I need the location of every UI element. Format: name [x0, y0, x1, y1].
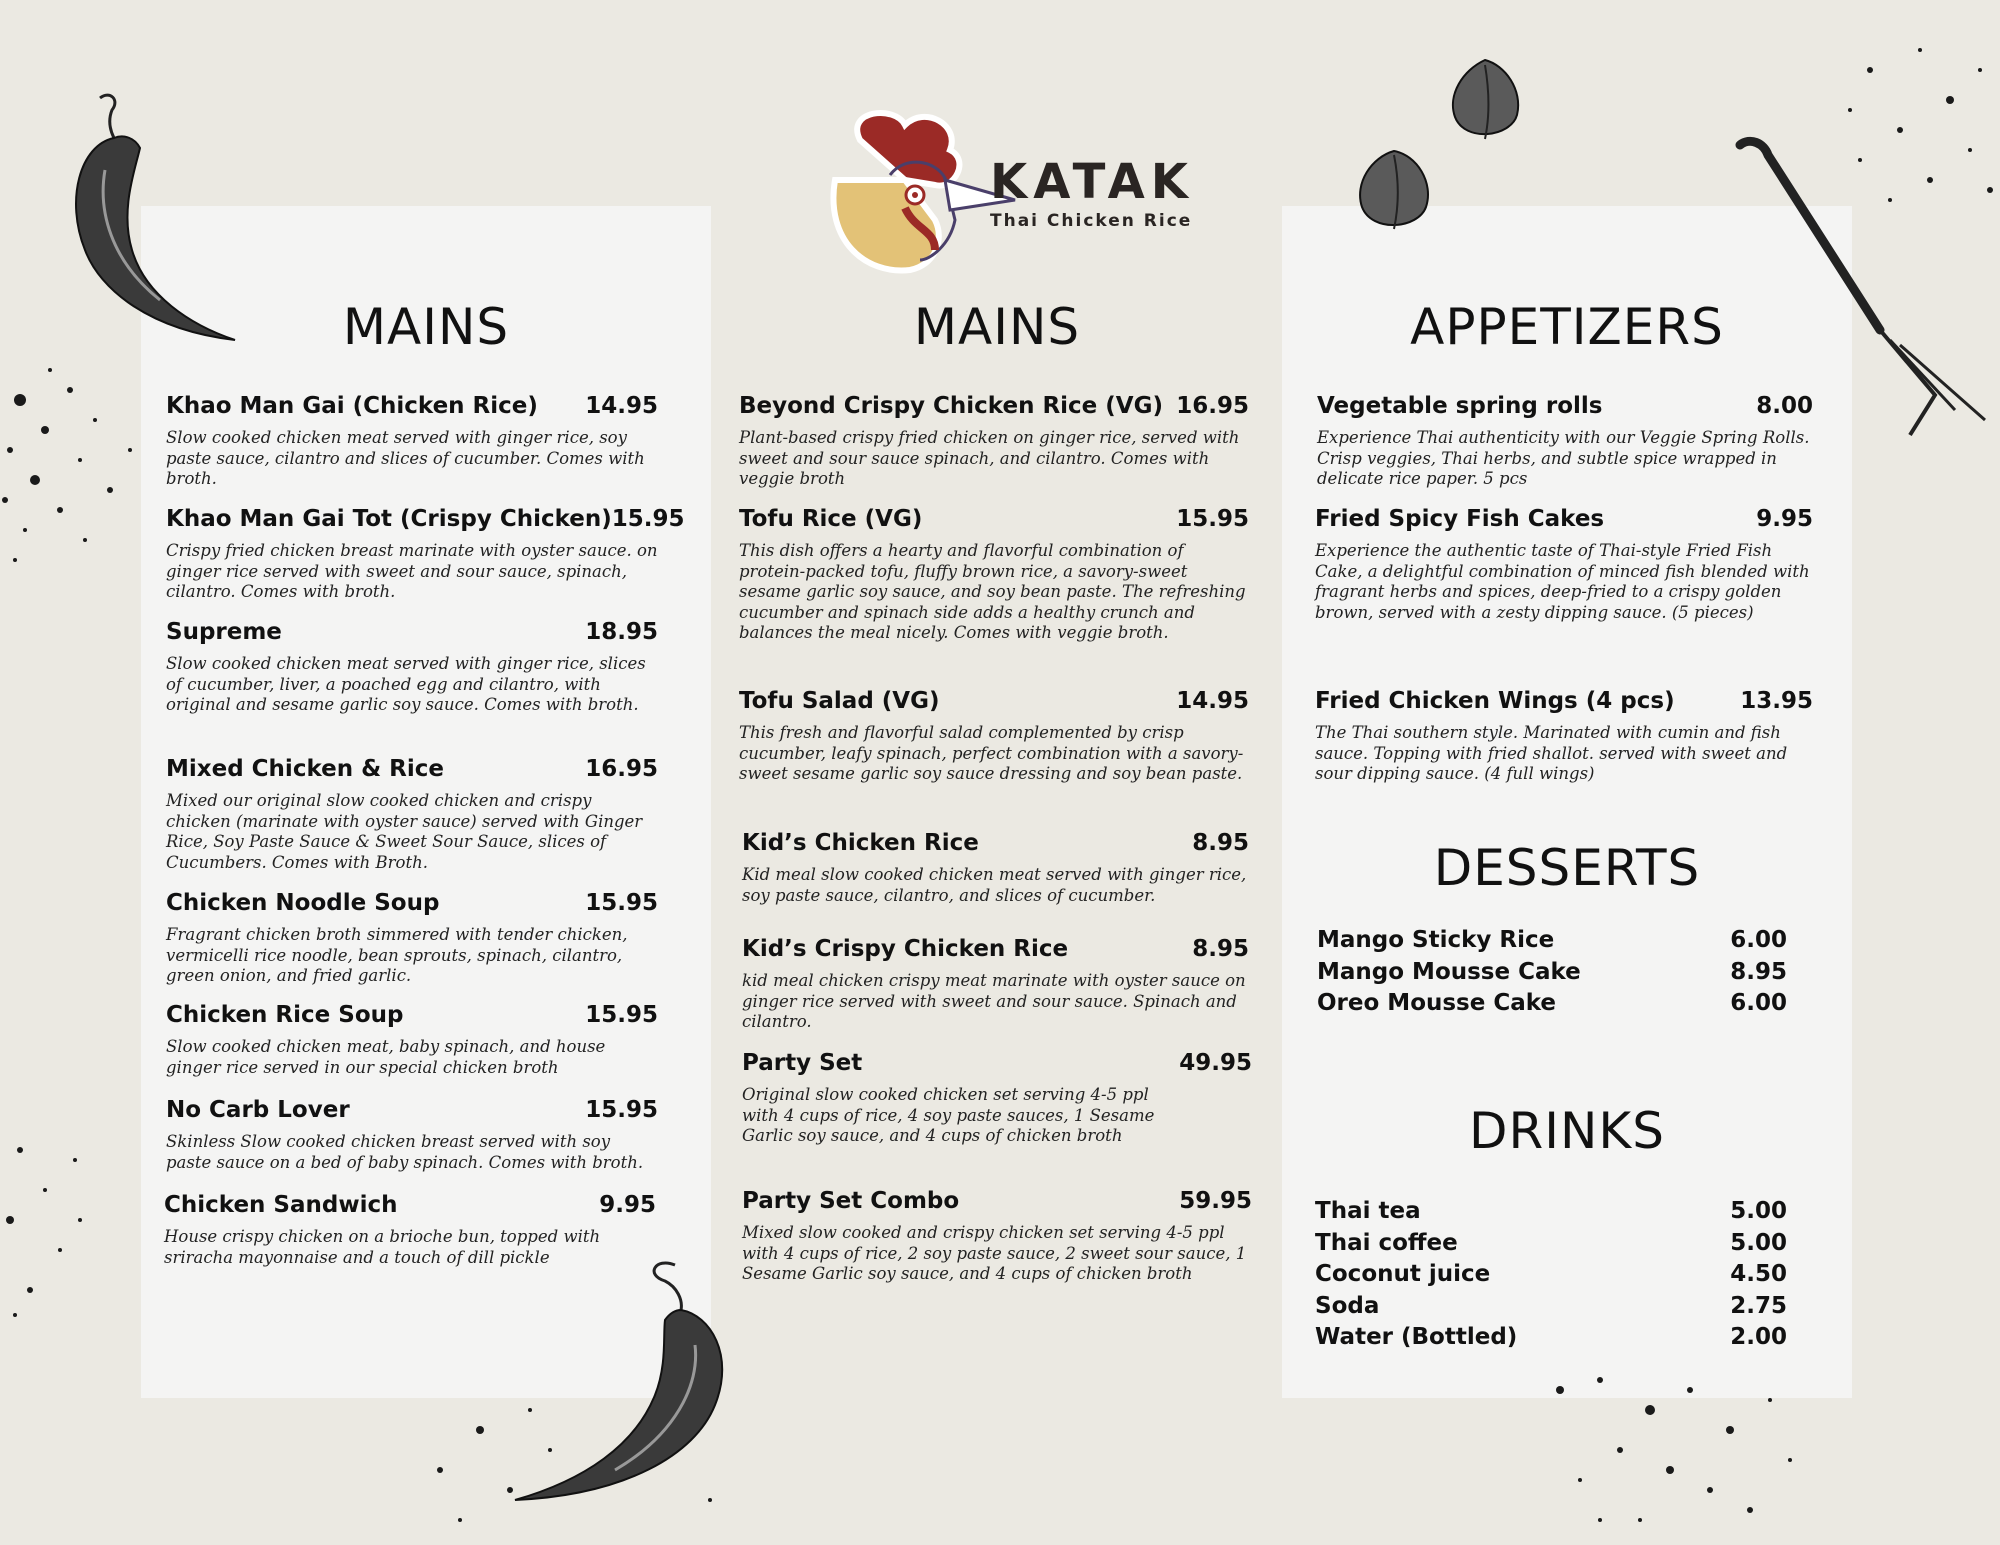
item-name: Thai coffee	[1315, 1229, 1458, 1256]
item-description: Skinless Slow cooked chicken breast served with soy paste sauce on a bed of baby spinach. Comes with broth.	[166, 1132, 644, 1172]
section-title-appetizers: APPETIZERS	[1410, 298, 1724, 356]
item-name: Chicken Noodle Soup	[166, 890, 440, 916]
drinks-list	[1315, 1196, 1787, 1354]
item-description: The Thai southern style. Marinated with cumin and fish sauce. Topping with fried shallot. served with sweet and sour dipping sauce. (4 full wings)	[1315, 723, 1788, 784]
list-item	[1315, 1228, 1787, 1260]
brand-tagline: Thai Chicken Rice	[990, 211, 1193, 231]
item-price: 9.95	[599, 1192, 656, 1218]
menu-item	[166, 394, 658, 490]
menu-item	[742, 1189, 1252, 1285]
item-description: Crispy fried chicken breast marinate with oyster sauce. on ginger rice served with sweet and sour sauce, spinach, cilantro. Comes with broth.	[166, 541, 658, 602]
item-price: 49.95	[1179, 1050, 1252, 1076]
list-item	[1315, 1259, 1787, 1291]
item-description: House crispy chicken on a brioche bun, topped with sriracha mayonnaise and a touch of dill pickle	[164, 1227, 601, 1267]
menu-item	[1315, 689, 1813, 785]
item-name: Soda	[1315, 1292, 1380, 1319]
list-item	[1317, 988, 1787, 1020]
desserts-list	[1317, 925, 1787, 1020]
item-description: This dish offers a hearty and flavorful combination of protein-packed tofu, fluffy brown rice, a savory-sweet sesame garlic soy sauce, and soy bean paste. The refreshing cucumber and spinach side adds a healthy crunch and balances the meal nicely. Comes with veggie broth.	[739, 541, 1246, 643]
item-name: Vegetable spring rolls	[1317, 393, 1603, 419]
list-item	[1317, 925, 1787, 957]
item-name: No Carb Lover	[166, 1097, 350, 1123]
list-item	[1315, 1322, 1787, 1354]
item-name: Khao Man Gai (Chicken Rice)	[166, 393, 538, 419]
item-name: Khao Man Gai Tot (Crispy Chicken)	[166, 506, 612, 532]
pepper-splatter-icon	[0, 360, 150, 580]
menu-item	[739, 689, 1249, 785]
item-name: Water (Bottled)	[1315, 1324, 1518, 1351]
garlic-clove-icon	[1445, 55, 1525, 145]
item-price: 18.95	[585, 619, 658, 645]
item-description: Kid meal slow cooked chicken meat served with ginger rice, soy paste sauce, cilantro, and slices of cucumber.	[742, 865, 1247, 905]
item-name: Supreme	[166, 619, 282, 645]
item-description: Experience Thai authenticity with our Veggie Spring Rolls. Crisp veggies, Thai herbs, and subtle spice wrapped in delicate rice paper. 5 pcs	[1317, 428, 1810, 489]
item-name: Chicken Rice Soup	[166, 1002, 404, 1028]
item-description: Original slow cooked chicken set serving 4-5 ppl with 4 cups of rice, 4 soy paste sauces, 1 Sesame Garlic soy sauce, and 4 cups of chicken broth	[742, 1085, 1155, 1146]
item-price: 8.95	[1192, 936, 1249, 962]
item-description: Fragrant chicken broth simmered with tender chicken, vermicelli rice noodle, bean sprouts, spinach, cilantro, green onion, and fried garlic.	[166, 925, 628, 986]
item-price: 8.95	[1192, 830, 1249, 856]
menu-item	[166, 506, 685, 603]
section-title-mains: MAINS	[913, 298, 1081, 356]
item-name: Coconut juice	[1315, 1261, 1491, 1288]
list-item	[1315, 1196, 1787, 1228]
item-name: Thai tea	[1315, 1198, 1421, 1224]
item-name: Tofu Salad (VG)	[739, 688, 940, 714]
item-price: 14.95	[1176, 688, 1249, 714]
pepper-splatter-icon	[0, 1130, 100, 1330]
item-price: 13.95	[1740, 688, 1813, 714]
item-price: 2.75	[1730, 1292, 1787, 1319]
garlic-clove-icon	[1352, 145, 1437, 235]
item-description: kid meal chicken crispy meat marinate with oyster sauce on ginger rice served with sweet and sour sauce. Spinach and cilantro.	[742, 971, 1246, 1032]
item-price: 59.95	[1179, 1188, 1252, 1214]
item-description: Experience the authentic taste of Thai-style Fried Fish Cake, a delightful combination of minced fish blended with fragrant herbs and spices, deep-fried to a crispy golden brown, served with a zesty dipping sauce. (5 pieces)	[1315, 541, 1810, 622]
menu-item	[166, 1003, 658, 1078]
menu-item	[166, 1098, 658, 1173]
item-price: 15.95	[611, 506, 685, 532]
item-name: Beyond Crispy Chicken Rice (VG)	[739, 393, 1163, 419]
item-price: 9.95	[1756, 506, 1813, 532]
item-name: Kid’s Chicken Rice	[742, 830, 979, 856]
item-description: Mixed slow cooked and crispy chicken set serving 4-5 ppl with 4 cups of rice, 2 soy paste sauce, 2 sweet sour sauce, 1 Sesame Garlic soy sauce, and 4 cups of chicken broth	[742, 1223, 1247, 1284]
item-name: Kid’s Crispy Chicken Rice	[742, 936, 1069, 962]
item-price: 4.50	[1730, 1261, 1787, 1288]
item-description: Plant-based crispy fried chicken on ginger rice, served with sweet and sour sauce spinach, and cilantro. Comes with veggie broth	[739, 428, 1240, 489]
item-description: Slow cooked chicken meat served with ginger rice, slices of cucumber, liver, a poached egg and cilantro, with original and sesame garlic soy sauce. Comes with broth.	[166, 654, 646, 715]
item-name: Chicken Sandwich	[164, 1192, 398, 1218]
menu-item	[742, 1051, 1252, 1147]
item-name: Mango Sticky Rice	[1317, 927, 1555, 953]
menu-item	[1317, 394, 1813, 490]
brand-name: KATAK	[990, 154, 1194, 210]
item-price: 16.95	[1176, 393, 1249, 419]
list-item	[1315, 1291, 1787, 1323]
item-name: Fried Chicken Wings (4 pcs)	[1315, 688, 1675, 714]
item-price: 5.00	[1730, 1229, 1787, 1256]
item-name: Mango Mousse Cake	[1317, 958, 1581, 985]
menu-item	[166, 620, 658, 716]
item-price: 8.95	[1730, 958, 1787, 985]
item-name: Fried Spicy Fish Cakes	[1315, 506, 1605, 532]
section-title-desserts: DESSERTS	[1433, 839, 1701, 897]
menu-item	[742, 831, 1249, 906]
item-description: This fresh and flavorful salad complemented by crisp cucumber, leafy spinach, perfect combination with a savory-sweet sesame garlic soy sauce dressing and soy bean paste.	[739, 723, 1244, 784]
item-price: 15.95	[1176, 506, 1249, 532]
item-price: 16.95	[585, 756, 658, 782]
menu-item	[742, 937, 1249, 1033]
item-description: Slow cooked chicken meat served with ginger rice, soy paste sauce, cilantro and slices of cucumber. Comes with broth.	[166, 428, 645, 489]
item-name: Party Set	[742, 1050, 863, 1076]
section-title-mains: MAINS	[342, 298, 510, 356]
item-price: 2.00	[1730, 1324, 1787, 1351]
item-price: 15.95	[585, 890, 658, 916]
item-name: Mixed Chicken & Rice	[166, 756, 444, 782]
item-price: 6.00	[1730, 990, 1787, 1017]
item-price: 5.00	[1730, 1198, 1787, 1224]
item-price: 8.00	[1756, 393, 1813, 419]
item-name: Party Set Combo	[742, 1188, 960, 1214]
item-description: Slow cooked chicken meat, baby spinach, and house ginger rice served in our special chicken broth	[166, 1037, 606, 1077]
menu-item	[739, 507, 1249, 644]
item-name: Tofu Rice (VG)	[739, 506, 923, 532]
menu-item	[1315, 507, 1813, 623]
item-price: 15.95	[585, 1002, 658, 1028]
pepper-splatter-icon	[1540, 1360, 1800, 1540]
menu-item	[164, 1193, 656, 1268]
menu-item	[166, 891, 658, 987]
item-name: Oreo Mousse Cake	[1317, 990, 1557, 1017]
menu-item	[166, 757, 658, 873]
menu-item	[739, 394, 1249, 490]
item-price: 6.00	[1730, 927, 1787, 953]
item-description: Mixed our original slow cooked chicken and crispy chicken (marinate with oyster sauce) served with Ginger Rice, Soy Paste Sauce & Sweet Sour Sauce, slices of Cucumbers. Comes with Broth.	[166, 791, 643, 872]
section-title-drinks: DRINKS	[1469, 1102, 1665, 1160]
list-item	[1317, 957, 1787, 989]
item-price: 14.95	[585, 393, 658, 419]
chili-pepper-icon	[505, 1255, 745, 1510]
item-price: 15.95	[585, 1097, 658, 1123]
